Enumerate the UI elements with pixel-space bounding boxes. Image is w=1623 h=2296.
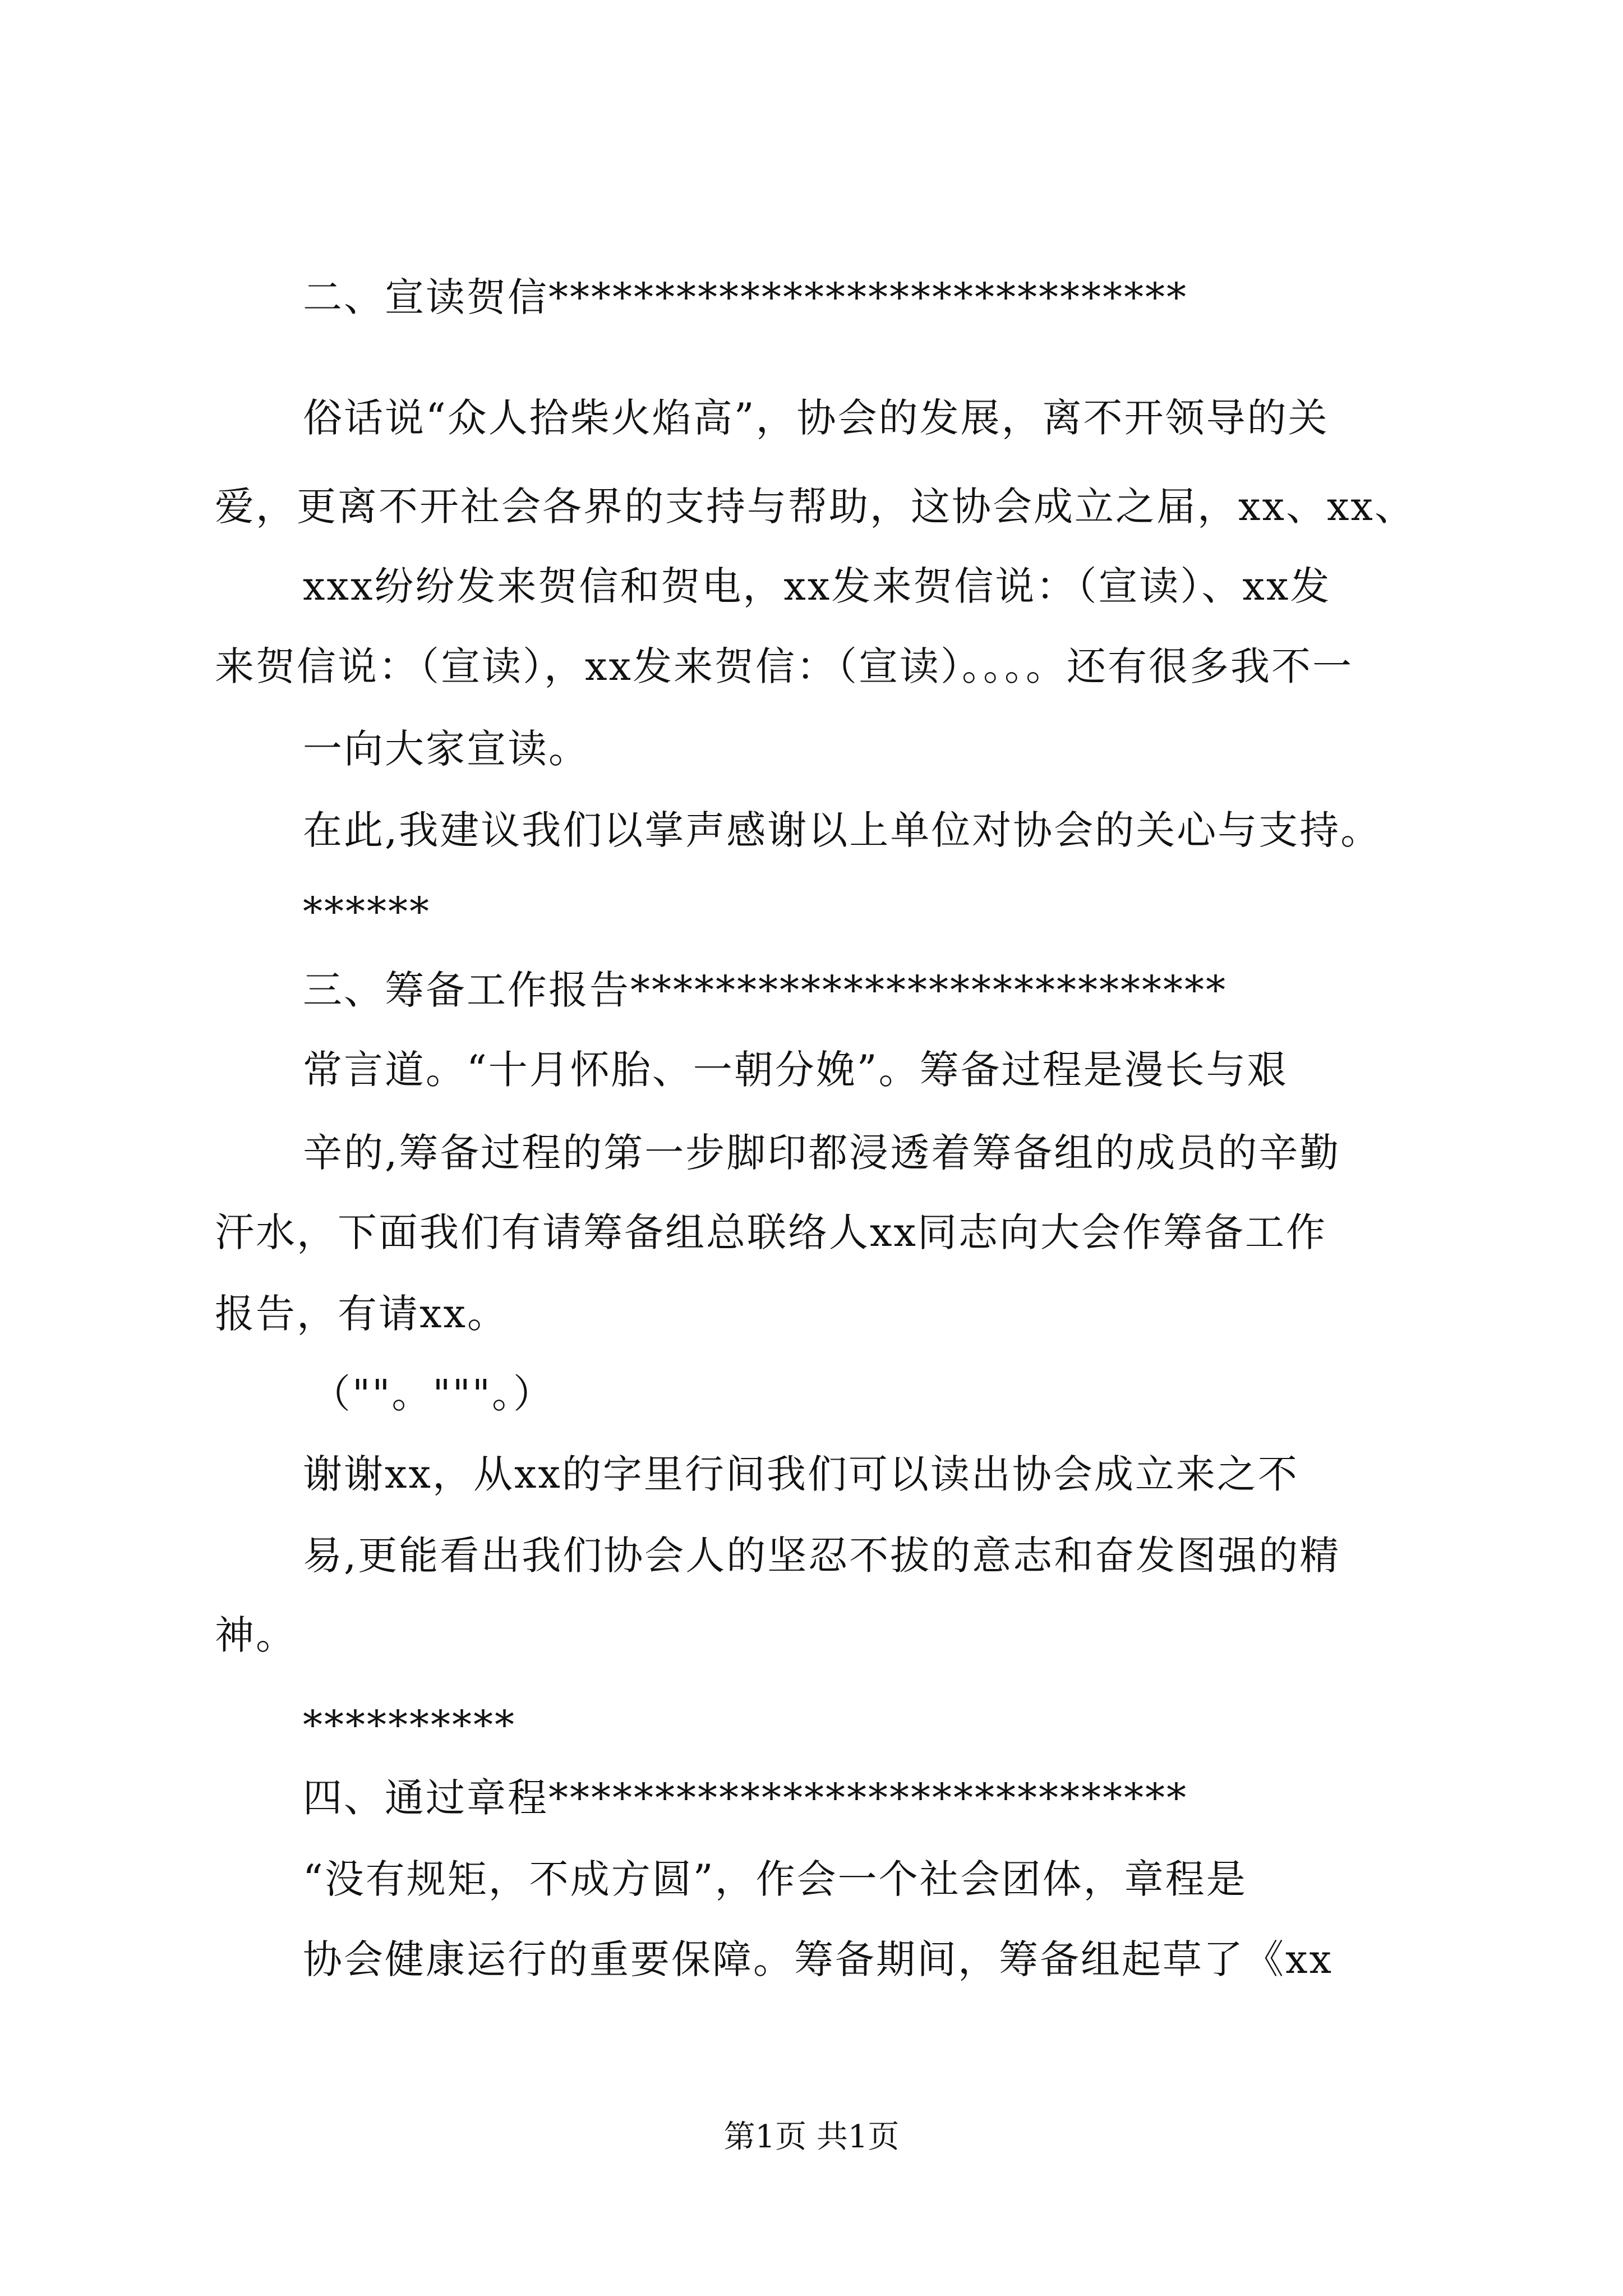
body-text-line: （""。"""。）	[311, 1371, 554, 1417]
body-text-line: “没有规矩，不成方圆”，作会一个社会团体，章程是	[303, 1856, 1247, 1902]
body-text-line: 爱，更离不开社会各界的支持与帮助，这协会成立之届，xx、xx、	[215, 484, 1415, 530]
body-text-line: 常言道。“十月怀胎、一朝分娩”。筹备过程是漫长与艰	[303, 1047, 1288, 1093]
body-text-line: 谢谢xx，从xx的字里行间我们可以读出协会成立来之不	[303, 1451, 1299, 1497]
section-heading: 三、筹备工作报告****************************	[303, 967, 1227, 1013]
section-heading: 二、宣读贺信******************************	[303, 274, 1188, 320]
page-footer: 第1页 共1页	[723, 2119, 900, 2155]
body-text-line: 一向大家宣读。	[303, 726, 589, 772]
body-text-line: 神。	[215, 1612, 297, 1658]
body-text-line: 辛的,筹备过程的第一步脚印都浸透着筹备组的成员的辛勤	[303, 1130, 1341, 1176]
section-heading: 四、通过章程******************************	[303, 1775, 1188, 1821]
body-text-line: 协会健康运行的重要保障。筹备期间，筹备组起草了《xx	[303, 1936, 1333, 1982]
body-text-line: 在此,我建议我们以掌声感谢以上单位对协会的关心与支持。	[303, 807, 1382, 853]
body-text-line: 报告，有请xx。	[215, 1291, 508, 1337]
body-text-line: 汗水，下面我们有请筹备组总联络人xx同志向大会作筹备工作	[215, 1209, 1327, 1255]
body-text-line: 俗话说“众人拾柴火焰高”，协会的发展，离不开领导的关	[303, 395, 1329, 441]
separator-stars: ******	[303, 889, 431, 935]
separator-stars: **********	[303, 1702, 516, 1748]
body-text-line: xxx纷纷发来贺信和贺电，xx发来贺信说：（宣读）、xx发	[303, 563, 1331, 609]
body-text-line: 来贺信说：（宣读），xx发来贺信：（宣读）。。。。还有很多我不一	[215, 643, 1353, 689]
body-text-line: 易,更能看出我们协会人的坚忍不拔的意志和奋发图强的精	[303, 1533, 1341, 1579]
